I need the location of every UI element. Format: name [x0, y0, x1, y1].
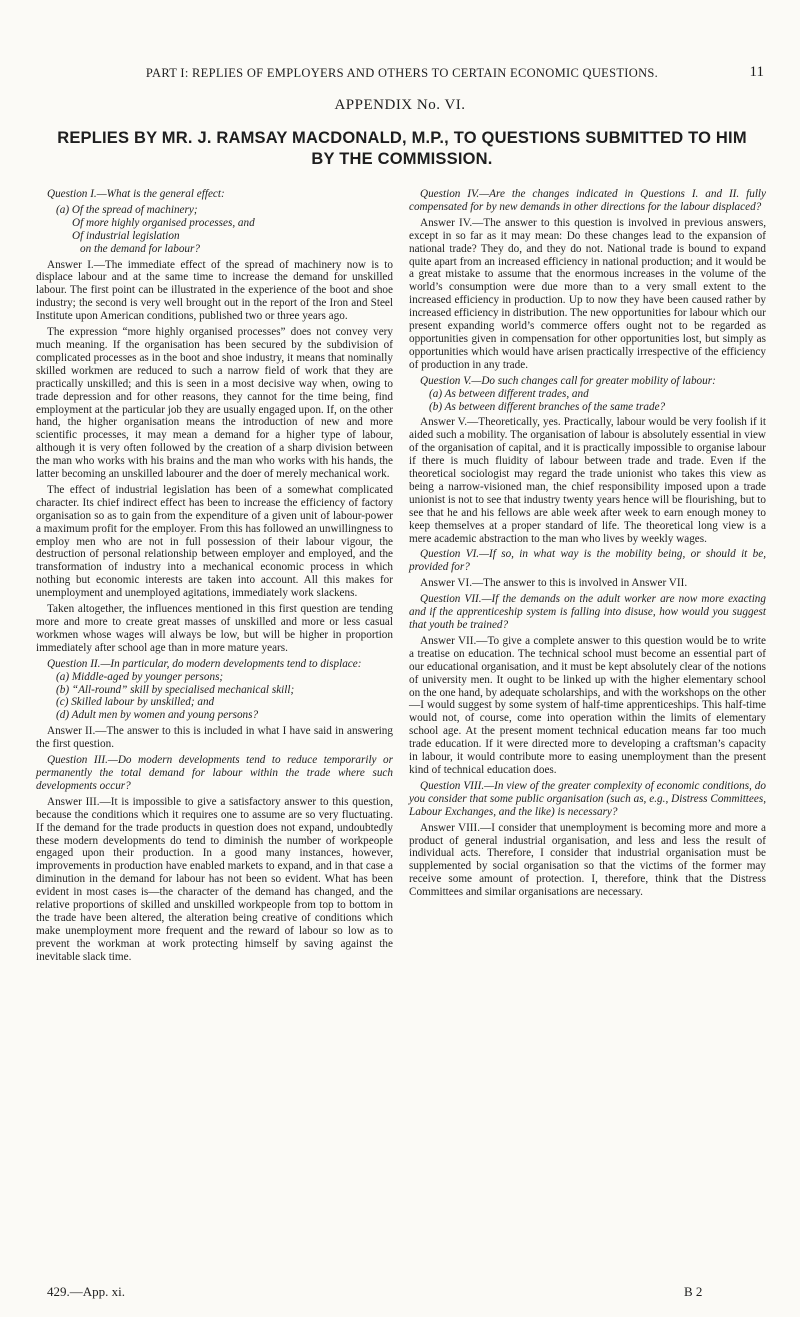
answer-8: Answer VIII.—I consider that unemployment is becoming more and more a product of general industrial organisation, and less and less the result of individual acts. Therefore, I consider that industrial organisation must be supplemented by social organisation so that the victims of the former may receive some amount of protection. I, therefore, think that the Distress Committees and similar organisations are necessary. [409, 821, 766, 899]
document-title: REPLIES BY MR. J. RAMSAY MACDONALD, M.P., TO QUESTIONS SUBMITTED TO HIM BY THE COMMISSION. [57, 129, 747, 168]
right-column [409, 188, 766, 902]
answer-3: Answer III.—It is impossible to give a satisfactory answer to this question, because the conditions which it requires one to assume are so very fluctuating. If the demand for the trade products in question does not expand, undoubtedly these modern developments do tend to diminish the number of workpeople engaged upon their production. In a good many instances, however, improvements in production have enabled markets to expand, and in that case a diminution in the demand for labour has not been so evident. What has been evident in most cases is—the character of the demand has changed, and the relative proportions of skilled and unskilled workpeople from top to bottom in the trade have been altered, the alteration being creative of conditions which make unemployment more frequent and the reward of labour so low as to prevent the workman at work protecting himself by saving against the inevitable slack time. [36, 795, 393, 963]
question-5-b: (b) As between different branches of the same trade? [429, 400, 666, 413]
answer-5: Answer V.—Theoretically, yes. Practically, labour would be very foolish if it aided such a mobility. The organisation of labour is absolutely essential in view of the organisation of capital, and it is practically impossible to organise labour if there is much fluidity of labour between trade and trade. Even if the theoretical sociologist may regard the trade unionist who takes this view as being a narrow-visioned man, the chief responsibility imposed upon a trade unionist is not to see that industry twenty years hence will be flourishing, but to see that he and his fellows are able week after week to earn enough money to keep themselves at a proper standard of life. The theoretical long view is a mere academic abstraction to the man who lives by weekly wages. [409, 416, 766, 545]
answer-7: Answer VII.—To give a complete answer to this question would be to write a treatise on education. The technical school must become an essential part of our educational organisation, and it must be kept absolutely clear of the notions of university men. It ought to be linked up with the higher elementary school on the one hand, by adequate scholarships, and with the workshops on the other—I would suggest by some system of half-time apprenticeships. This half-time would not, of course, come into operation within the limits of elementary school age. At the present moment technical education means far too much trade education. If it were directed more to developing a craftsman’s capacity in labour, it would contribute more to easing unemployment than the present kind of technical education does. [409, 634, 766, 776]
page-number: 11 [749, 64, 764, 80]
answer-1-p4: Taken altogether, the influences mentioned in this first question are tending more and more to create great masses of unskilled and more or less casual workmen whose wages will always be low, but will be higher in proportion immediately after school age than in more mature years. [36, 603, 393, 654]
question-2-b: (b) “All-round” skill by specialised mechanical skill; [56, 683, 295, 696]
footer-print-ref: 429.—App. xi. [47, 1284, 125, 1299]
answer-1-p3: The effect of industrial legislation has been of a somewhat complicated character. Its chief indirect effect has been to increase the efficiency of factory organisation so as to gain from the expenditure of a given unit of labour-power a maximum profit for the employer. From this has followed an unwillingness to employ men who are not in full possession of their labour vigour, the destruction of personal relationship between employer and employed, and the transformation of industry into a mechanical economic process in which nothing but economic interests are taken into account. All this makes for unemployment and unemployed agitations, immediately work slackens. [36, 483, 393, 600]
footer-signature-mark: B 2 [684, 1284, 703, 1299]
answer-2: Answer II.—The answer to this is included in what I have said in answering the first question. [36, 725, 393, 751]
answer-1-p1: Answer I.—The immediate effect of the spread of machinery now is to displace labour and at the same time to increase the demand for unskilled labour. The first point can be illustrated in the experience of the boot and shoe industry; the second is very well brought out in the report of the Iron and Steel Institute upon American conditions, published two or three years ago. [36, 258, 393, 323]
question-5-a: (a) As between different trades, and [429, 387, 589, 400]
answer-4: Answer IV.—The answer to this question is involved in previous answers, except in so far as it may mean: Do these changes lead to the expansion of national trade? They do, and they do not. National trade is bound to expand quite apart from an increased efficiency in national production; and it would be a great mistake to assume that the enormous increases in the volume of the world’s consumption were due more than to a very small extent to the increased efficiency in production. Up to now they have been caused rather by increased efficiency in distribution. The new opportunities for labour which our present expanding world’s commerce offers ought not to be regarded as opportunities given in compensation for other opportunities lost, but simply as opportunities which would have arisen practically irrespective of the efficiency of production in any trade. [409, 216, 766, 371]
question-8: Question VIII.—In view of the greater complexity of economic conditions, do you consider that some public organisation (such as, e.g., Distress Committees, Labour Exchanges, and the like) is necessary? [409, 779, 766, 818]
question-7: Question VII.—If the demands on the adult worker are now more exacting and if the apprenticeship system is falling into disuse, how would you suggest that youth be trained? [409, 593, 766, 631]
header-title: PART I: REPLIES OF EMPLOYERS AND OTHERS TO CERTAIN ECONOMIC QUESTIONS. [145, 66, 659, 80]
question-1-a: (a) Of the spread of machinery; [56, 203, 198, 216]
question-1-c: Of industrial legislation [72, 229, 180, 242]
question-2-a: (a) Middle-aged by younger persons; [56, 670, 224, 683]
question-2-c: (c) Skilled labour by unskilled; and [56, 696, 215, 709]
question-5: Question V.—Do such changes call for greater mobility of labour: [420, 374, 716, 387]
question-1-b: Of more highly organised processes, and [72, 216, 255, 229]
left-column [36, 188, 393, 967]
answer-6: Answer VI.—The answer to this is involved in Answer VII. [420, 577, 688, 590]
question-6: Question VI.—If so, in what way is the mobility being, or should it be, provided for? [409, 548, 766, 574]
appendix-heading: APPENDIX No. VI. [334, 97, 466, 113]
question-3: Question III.—Do modern developments tend to reduce temporarily or permanently the total demand for labour within the trade where such developments occur? [36, 754, 393, 792]
answer-1-p2: The expression “more highly organised processes” does not convey very much meaning. If the organisation has been secured by the subdivision of complicated processes as in the boot and shoe industry, it means that nominally skilled workmen are reduced to such a narrow field of work that they are practically unskilled; and this is seen in a most decisive way when, owing to trade depression and for other reasons, they cannot for the time being, find employment at the particular job they are usually engaged upon. If, on the other hand, the higher organisation means the introduction of new and more scientific processes, it may mean a demand for a higher type of labour, although it is very often followed by the creation of a sharp division between the man who works with his brains and the man who works with his hands, the latter becoming an unskilled labourer and the doer of merely mechanical work. [36, 326, 393, 481]
question-4: Question IV.—Are the changes indicated in Questions I. and II. fully compensated for by new demands in other directions for the labour displaced? [409, 188, 766, 213]
running-header [40, 64, 764, 86]
question-2-d: (d) Adult men by women and young persons? [56, 709, 259, 722]
question-1-d: on the demand for labour? [80, 242, 200, 255]
question-2: Question II.—In particular, do modern developments tend to displace: [47, 657, 362, 670]
question-1: Question I.—What is the general effect: [47, 188, 225, 200]
